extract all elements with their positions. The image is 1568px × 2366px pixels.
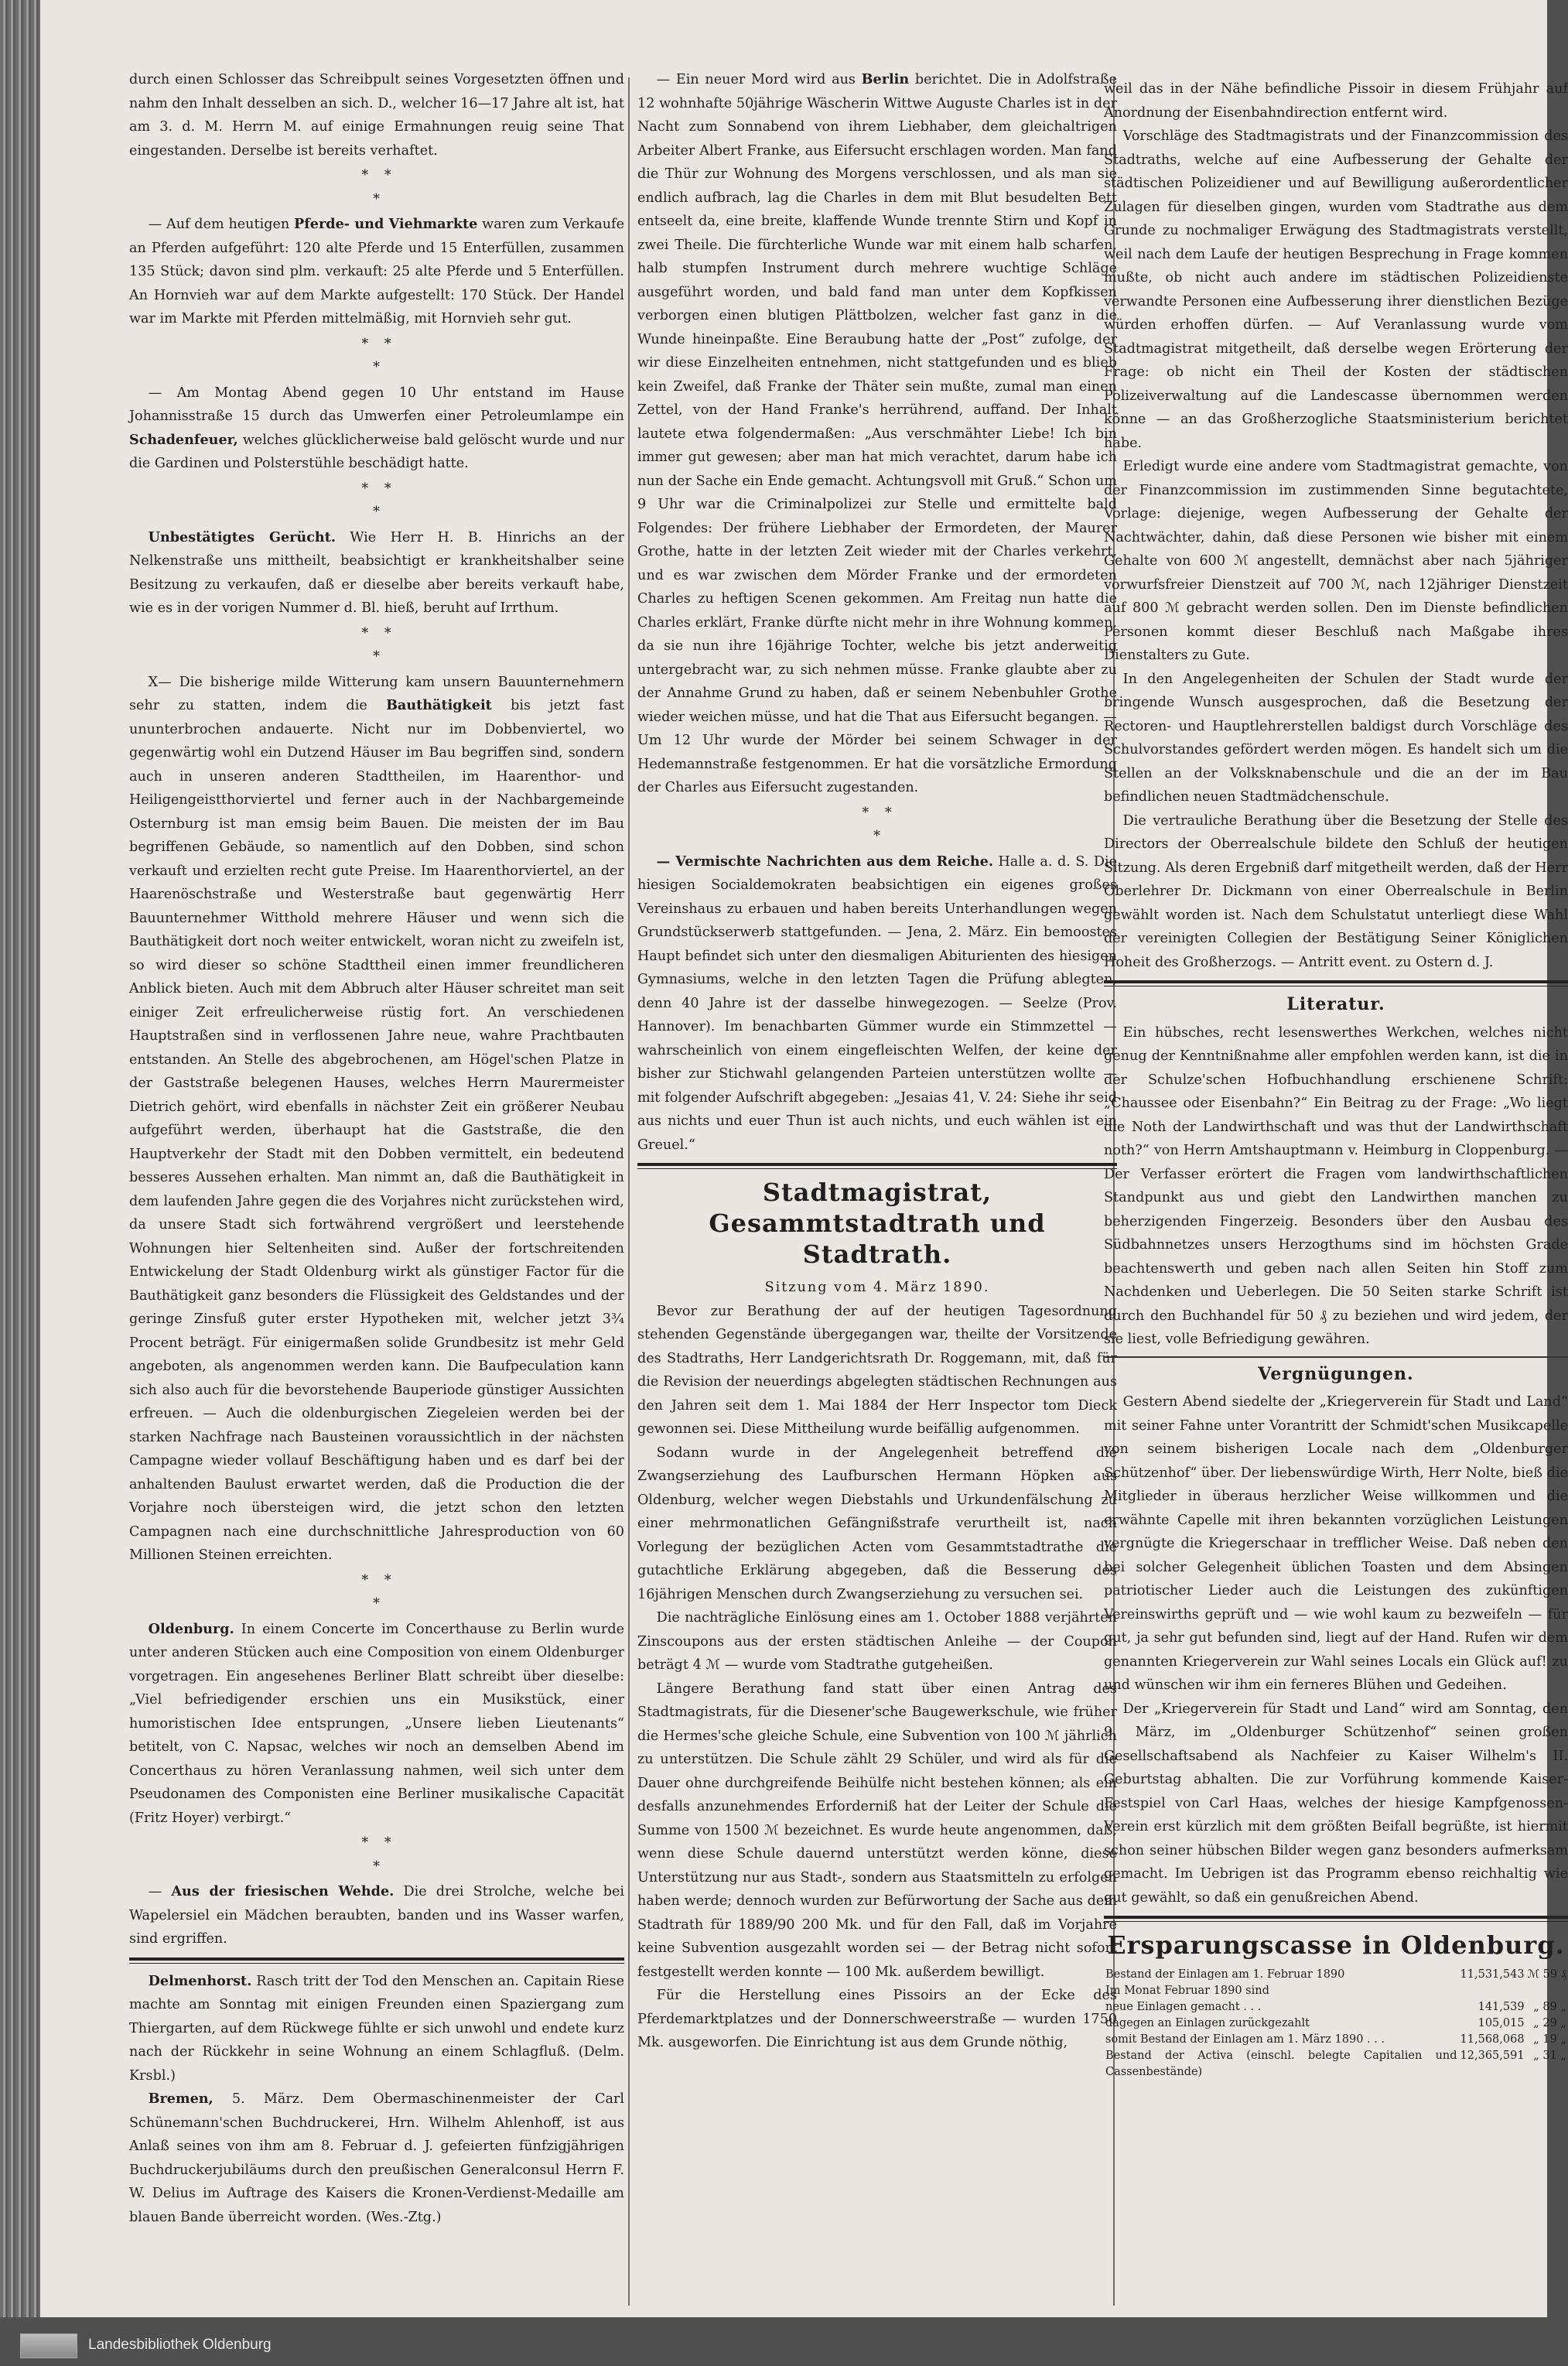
article-misc-news <box>637 850 1117 1157</box>
section-rule <box>637 1163 1117 1169</box>
ledger-unit: „ 29 „ <box>1533 2017 1566 2029</box>
separator-asterisks: * * * <box>361 168 392 207</box>
article-text: Erledigt wurde eine andere vom Stadtmagistrat gemachte, von der Finanzcommission im zustimmenden Sinne begutachtete, Vorlage: diejenige, wegen Aufbesserung der Gehalte der Nachtwächter, dahin, daß diese Personen wie bisher mit einem Gehalte von 600 ℳ angestellt, demnächst aber nach 5jähriger vorwurfsfreier Dienstzeit auf 700 ℳ, nach 12jähriger Dienstzeit auf 800 ℳ gebracht werden sollen. Den im Dienste befindlichen Personen kommt dieser Beschluß nach Maßgabe ihres Dienstalters zu Gute. <box>1104 459 1568 663</box>
ledger-label: neue Einlagen gemacht . . . <box>1105 2001 1262 2013</box>
ledger-row <box>1104 1983 1568 1999</box>
ledger-amount: 105,015 <box>1477 2017 1525 2029</box>
article-text: Vorschläge des Stadtmagistrats und der Finanzcommission des Stadtraths, welche auf eine Aufbesserung der Gehalte der städtischen Polizeidiener und auf Bewilligung außerordentlicher Zulagen für dieselben gingen, wurden vom Stadtrathe aus dem Grunde zu nochmaliger Erwägung des Stadtmagistrats verstellt, weil nach dem Laufe der heutigen Besprechung in Frage kommen mußte, ob nicht auch andere im städtischen Polizeidienste verwandte Personen eine Aufbesserung ihrer dienstlichen Bezüge würden erhoffen dürfen. — Auf Veranlassung wurde vom Stadtmagistrat mitgetheilt, daß derselbe wegen Erörterung der Frage: ob nicht ein Theil der Kosten der städtischen Polizeiverwaltung auf die Landescasse übernommen werden könne — an das Großherzogliche Staatsministerium berichtet habe. <box>1104 128 1568 451</box>
article-keyword: — Vermischte Nachrichten aus dem Reiche. <box>656 853 993 870</box>
column-left <box>129 68 624 2304</box>
session-date: Sitzung vom 4. März 1890. <box>764 1280 990 1295</box>
column-right <box>1104 77 1568 2313</box>
page-edge-strip <box>0 0 40 2317</box>
article-text: Wie Herr H. B. Hinrichs an der Nelkenstraße uns mittheilt, beabsichtigt er krankheitshalber seine Besitzung zu verkaufen, daß er dieselbe aber bereits verkauft habe, wie es in der vorigen Nummer d. Bl. hieß, beruht auf Irrthum. <box>129 529 624 616</box>
article-keyword: Aus der friesischen Wehde. <box>171 1883 395 1899</box>
article-lead: — Auf dem heutigen <box>148 217 294 232</box>
separator-asterisks: * * * <box>361 625 392 665</box>
article-text: Bevor zur Berathung der auf der heutigen Tagesordnung stehenden Gegenstände übergegangen war, theilte der Vorsitzende des Stadtraths, Herr Landgerichtsrath Dr. Roggemann, mit, daß für die Revision der neuerdings abgelegten städtischen Rechnungen aus den Jahren seit dem 1. Mai 1884 der Herr Inspector tom Dieck gewonnen sei. Diese Mittheilung wurde beifällig aufgenommen. <box>637 1303 1117 1437</box>
separator-asterisks: * * * <box>862 805 893 844</box>
ledger-row <box>1104 2016 1568 2032</box>
article-text: durch einen Schlosser das Schreibpult seines Vorgesetzten öffnen und nahm den Inhalt desselben an sich. D., welcher 16—17 Jahre alt ist, hat am 3. d. M. Herrn M. auf einige Ermahnungen reuig seine That eingestanden. Derselbe ist bereits verhaftet. <box>129 72 625 159</box>
article-keyword: Delmenhorst. <box>148 1972 252 1989</box>
article-lead: — Am Montag Abend gegen 10 Uhr entstand im Hause Johannisstraße 15 durch das Umwerfen einer Petroleumlampe ein <box>129 385 624 424</box>
footer-caption: Landesbibliothek Oldenburg <box>88 2337 272 2353</box>
article-text: Die vertrauliche Berathung über die Besetzung der Stelle des Directors der Oberrealschule bildete den Schluß der heutigen Sitzung. Als deren Ergebniß darf mitgetheilt werden, daß der Herr Oberlehrer Dr. Dickmann von einer Oberrealschule in Berlin gewählt worden ist. Nach dem Schulstatut unterliegt diese Wahl der vereinigten Collegien der Bestätigung Seiner Königlichen Hoheit des Großherzogs. — Antritt event. zu Ostern d. J. <box>1104 812 1568 970</box>
article-delmenhorst <box>129 1970 624 2088</box>
section-heading: Stadtmagistrat, Gesammtstadtrath und Stadtrath. <box>709 1178 1046 1269</box>
column-middle <box>637 68 1117 2304</box>
ledger-row <box>1104 1999 1568 2016</box>
library-building-icon <box>20 2334 77 2358</box>
section-heading: Vergnügungen. <box>1258 1363 1414 1384</box>
article-keyword: Pferde- und Viehmarkte <box>294 216 478 232</box>
article-text: Der „Kriegerverein für Stadt und Land“ wird am Sonntag, den 9. März, im „Oldenburger Schützenhof“ seinen großen Gesellschaftsabend als Nachfeier zu Kaiser Wilhelm's II. Geburtstag abhalten. Die zur Vorführung kommende Kaiser-Festspiel von Carl Haas, welches der hiesige Kampfgenossen-Verein erst kürzlich mit dem größten Beifall begrüßte, ist hiermit schon seiner hübschen Bilder wegen ganz besonders aufmerksam gemacht. Im Uebrigen ist das Programm ebenso reichhaltig wie gut gewählt, so daß ein genußreichen Abend. <box>1104 1701 1568 1906</box>
article-keyword: Bauthätigkeit <box>386 697 492 713</box>
article-keyword: Berlin <box>861 71 910 87</box>
article-fire <box>129 381 624 476</box>
ledger-unit: „ 19 „ <box>1533 2033 1566 2046</box>
ledger-label: Bestand der Activa (einschl. belegte Capitalien und Cassenbestände) <box>1105 2050 1457 2078</box>
ledger-unit: „ 31 „ <box>1533 2050 1566 2062</box>
article-text: 5. März. Dem Obermaschinenmeister der Carl Schünemann'schen Buchdruckerei, Hrn. Wilhelm Ahlenhoff, ist aus Anlaß seines von ihm am 8. Februar d. J. gefeierten fünfzigjährigen Buchdruckerjubiläums durch den preußischen Generalconsul Herrn F. W. Delius im Auftrage des Kaisers die Kronen-Verdienst-Medaille am blauen Bande überreicht worden. (Wes.-Ztg.) <box>129 2091 624 2225</box>
section-rule <box>1104 1916 1568 1922</box>
ledger-unit: „ 89 „ <box>1533 2001 1566 2013</box>
separator-asterisks: * * * <box>361 1835 392 1875</box>
section-heading: Ersparungscasse in Oldenburg. <box>1107 1930 1565 1960</box>
article-keyword: Oldenburg. <box>148 1620 234 1637</box>
article-text: Rasch tritt der Tod den Menschen an. Capitain Riese machte am Sonntag mit einigen Freunden einen Spaziergang zum Thiergarten, auf dem Rückwege fühlte er sich unwohl und endete kurz nach der Rückkehr in seine Wohnung an einem Schlagfluß. (Delm. Krsbl.) <box>129 1973 624 2084</box>
ledger-row <box>1104 2048 1568 2081</box>
article-text: In einem Concerte im Concerthause zu Berlin wurde unter anderen Stücken auch eine Composition von einem Oldenburger vorgetragen. Ein angesehenes Berliner Blatt schreibt über dieselbe: „Viel befriedigender erschien uns ein Musikstück, einer humoristischen Idee entsprungen, „Unsere lieben Lieutenants“ betitelt, von C. Napsac, welches wir noch an demselben Abend im Concerthaus zu hören Veranlassung nahmen, weil sich unter dem Pseudonamen des Componisten eine Berliner musikalische Capacität (Fritz Hoyer) verbirgt.“ <box>129 1621 624 1826</box>
article-text: Ein hübsches, recht lesenswerthes Werkchen, welches nicht genug der Kenntnißnahme aller empfohlen werden kann, ist die in der Schulze'schen Hofbuchhandlung erschienene Schrift: „Chaussee oder Eisenbahn?“ Ein Beitrag zu der Frage: „Wo liegt die Noth der Landwirthschaft und was thut der Landwirthschaft noth?“ von Herrn Amtshauptmann v. Heimburg in Cloppenburg. — Der Verfasser erörtert die Fragen vom landwirthschaftlichen Standpunkt aus und giebt den Landwirthen manchen zu beherzigenden Fingerzeig. Besonders über den Ausbau des Südbahnnetzes unsers Herzogthums sind im höchsten Grade beachtenswerth und geben nach allen Seiten hin Stoff zum Nachdenken und Ueberlegen. Die 50 Seiten starke Schrift ist durch den Buchhandel für 50 ₰ zu beziehen und wird jedem, der sie liest, volle Befriedigung gewähren. <box>1104 1024 1568 1347</box>
article-text: In den Angelegenheiten der Schulen der Stadt wurde der bringende Wunsch ausgesprochen, daß die Besetzung der Rectoren- und Hauptlehrerstellen baldigst durch Vorschläge des Schulvorstandes gefördert werden mögen. Es handelt sich um die Stellen an der Volksknabenschule und die an der im Bau befindlichen neuen Stadtmädchenschule. <box>1104 671 1568 805</box>
article-text: Halle a. d. S. Die hiesigen Socialdemokraten beabsichtigen ein eigenes großes Vereinshaus zu erbauen und haben bereits Unterhandlungen wegen Grundstückserwerb stattgefunden. — Jena, 2. März. Ein bemoostes Haupt befindet sich unter den diesmaligen Abiturienten des hiesigen Gymnasiums, welche in den letzten Tagen die Prüfung ablegten, denn 40 Jahre ist der dasselbe hinwegezogen. — Seelze (Prov. Hannover). Im benachbarten Gümmer wurde ein Stimmzettel — wahrscheinlich von einem eingefleischten Welfen, der keine der bisher zur Stichwahl gelangenden Parteien unterstützen wollte — mit folgender Aufschrift abgegeben: „Jesaias 41, V. 24: Siehe ihr seid aus nichts und euer Thun ist auch nichts, und euch wählen ist ein Greuel.“ <box>637 853 1117 1153</box>
article-text: Für die Herstellung eines Pissoirs an der Ecke des Pferdemarktplatzes und der Donnerschweerstraße — wurden 1750 Mk. ausgeworfen. Die Einrichtung ist aus dem Grunde nöthig, <box>637 1988 1117 2050</box>
column-rule <box>628 77 630 2306</box>
section-rule <box>1104 980 1568 986</box>
article-lead: — Ein neuer Mord wird aus <box>656 72 862 87</box>
article-construction <box>129 671 624 1568</box>
article-lead: X— Die bisherige milde Witterung kam unsern Bauunternehmern sehr zu statten, indem die <box>129 674 624 713</box>
article-keyword: Bremen, <box>148 2091 214 2107</box>
ledger-amount: 141,539 <box>1477 2001 1525 2013</box>
ledger-label: Im Monat Februar 1890 sind <box>1105 1985 1269 1997</box>
article-text: Gestern Abend siedelte der „Kriegerverein für Stadt und Land“ mit seiner Fahne unter Vorantritt der Schmidt'schen Musikcapelle von seinem bisherigen Locale nach dem „Oldenburger Schützenhof“ über. Der liebenswürdige Wirth, Herr Nolte, bieß die Mitglieder in überaus herzlicher Weise willkommen und die erwähnte Capelle mit ihren bekannten vorzüglichen Leistungen vergnügte die Kriegerschaar in trefflicher Weise. Daß neben den bei solcher Gelegenheit üblichen Toasten und dem Absingen patriotischer Lieder auch die Leistungen des zukünftigen Vereinswirths geprüft und — wie wohl kaum zu bezweifeln — für gut, ja sehr gut befunden sind, liegt auf der Hand. Rufen wir dem genannten Kriegerverein zur Wahl seines Locals ein Glück auf! zu und wünschen wir ihm ein ferneres Blühen und Gedeihen. <box>1104 1394 1568 1693</box>
article-text: waren zum Verkaufe an Pferden aufgeführt: 120 alte Pferde und 15 Enterfüllen, zusammen 135 Stück; davon sind plm. verkauft: 25 alte Pferde und 5 Enterfüllen. An Hornvieh war auf dem Markte aufgestellt: 170 Stück. Der Handel war im Markte mit Pferden mittelmäßig, mit Hornvieh sehr gut. <box>129 217 624 327</box>
ledger-label: dagegen an Einlagen zurückgezahlt <box>1105 2017 1310 2029</box>
ledger-amount <box>1459 1983 1526 1999</box>
article-text: Die drei Strolche, welche bei Wapelersiel ein Mädchen beraubten, banden und ins Wasser warfen, sind ergriffen. <box>129 1884 624 1947</box>
ledger-amount: 11,531,543 <box>1460 1968 1525 1981</box>
ledger-amount: 11,568,068 <box>1460 2033 1525 2046</box>
section-rule <box>129 1957 624 1964</box>
ledger-unit <box>1526 1983 1568 1999</box>
ledger-amount: 12,365,591 <box>1460 2050 1525 2062</box>
ledger-row <box>1104 2032 1568 2048</box>
separator-asterisks: * * * <box>361 1572 392 1612</box>
article-text: welches glücklicherweise bald gelöscht wurde und nur die Gardinen und Polsterstühle beschädigt hatte. <box>129 432 624 471</box>
article-bremen <box>129 2087 624 2229</box>
article-lead: — <box>148 1884 172 1899</box>
article-market <box>129 213 624 331</box>
newspaper-page <box>40 0 1568 2317</box>
ledger-label: somit Bestand der Einlagen am 1. März 1890 . . . <box>1105 2033 1385 2046</box>
savings-ledger <box>1104 1967 1568 2081</box>
section-heading: Literatur. <box>1286 994 1385 1014</box>
article-text: Die nachträgliche Einlösung eines am 1. October 1888 verjährten Zinscoupons aus der ersten städtischen Anleihe — der Coupon beträgt 4 ℳ — wurde vom Stadtrathe gutgeheißen. <box>637 1610 1117 1673</box>
article-text: berichtet. Die in Adolfstraße 12 wohnhafte 50jährige Wäscherin Wittwe Auguste Charles ist in der Nacht zum Sonnabend von ihrem Liebhaber, dem gleichaltrigen Arbeiter Albert Franke, aus Eifersucht erschlagen worden. Man fand die Thür zur Wohnung des Morgens verschlossen, und als man sie endlich aufbrach, lag die Charles in dem mit Blut besudelten Bett entseelt da, eine breite, klaffende Wunde trennte Stirn und Kopf in zwei Theile. Die fürchterliche Wunde war mit einem halb scharfen, halb stumpfen Instrument durch mehrere wuchtige Schläge ausgeführt worden, und bald fand man unter dem Kopfkissen verborgen einen blutigen Plättbolzen, welcher fast ganz in die Wunde hineinpaßte. Eine Beraubung hatte der „Post“ zufolge, der wir diese Einzelheiten entnehmen, nicht stattgefunden und es blieb kein Zweifel, daß Franke der Thäter sein mußte, zumal man einen Zettel, von der Hand Franke's herrührend, auffand. Der Inhalt lautete etwa folgendermaßen: „Aus verschmähter Liebe! Ich bin immer gut gewesen; aber man hat mich verachtet, darum habe ich nun der Sache ein Ende gemacht. Achtungsvoll mit Gruß.“ Schon um 9 Uhr war die Criminalpolizei zur Stelle und ermittelte bald Folgendes: Der frühere Liebhaber der Ermordeten, der Maurer Grothe, hatte in der letzten Zeit wieder mit der Charles verkehrt, und es war zwischen dem Mörder Franke und der ermordeten Charles zu heftigen Scenen gekommen. Am Freitag nun hatte die Charles erklärt, Franke dürfte nicht mehr in ihre Wohnung kommen, da sie nun ihre 16jährige Tochter, welche bis jetzt anderweitig untergebracht war, zu sich nehmen müsse. Franke glaubte aber zu der Annahme Grund zu haben, daß er seinem Nebenbuhler Grothe wieder weichen müsse, und hat die That aus Eifersucht begangen. — Um 12 Uhr wurde der Mörder bei seinem Schwager in der Hedemannstraße festgenommen. Er hat die vorsätzliche Ermordung der Charles aus Eifersucht zugestanden. <box>637 72 1117 795</box>
article-murder <box>637 68 1117 800</box>
article-text: bis jetzt fast ununterbrochen andauerte. Nicht nur im Dobbenviertel, wo gegenwärtig wohl ein Dutzend Häuser im Bau begriffen sind, sondern auch in unseren anderen Stadttheilen, im Haarenthor- und Heiligengeistthorviertel und ferner auch in der Nachbargemeinde Osternburg ist man emsig beim Bauen. Die meisten der im Bau begriffenen Gebäude, so namentlich auf den Dobben, sind schon verkauft und erzielten recht gute Preise. Im Haarenthorviertel, an der Haarenöschstraße und Westerstraße baut gegenwärtig Herr Bauunternehmer Witthold mehrere Häuser und wenn sich die Bauthätigkeit dort noch weiter entwickelt, woran nicht zu zweifeln ist, so wird dieser so schöne Stadttheil einen immer freundlicheren Anblick bieten. Auch mit dem Abbruch alter Häuser schreitet man seit einiger Zeit erfreulicherweise rüstig fort. An verschiedenen Hauptstraßen sind in verflossenen Jahre neue, wahre Prachtbauten entstanden. An Stelle des abgebrochenen, am Högel'schen Platze in der Gaststraße belegenen Hauses, welches Herrn Maurermeister Dietrich gehört, wird ebenfalls in nächster Zeit ein größerer Neubau aufgeführt werden, überhaupt hat die Gaststraße, die den Hauptverkehr der Stadt mit den Dobben vermittelt, ein bedeutend besseres Aussehen erhalten. Man nimmt an, daß die Bauthätigkeit in dem laufenden Jahre gegen die des Vorjahres nicht zurückstehen wird, da unsere Stadt sich fortwährend vergrößert und leerstehende Wohnungen hier Seltenheiten sind. Außer der fortschreitenden Entwickelung der Stadt Oldenburg wirkt als günstiger Factor für die Bauthätigkeit ganz besonders die Flüssigkeit des Geldstandes und der geringe Zinsfuß guter erster Hypotheken mit, welcher jetzt 3¾ Procent beträgt. Für einigermaßen solide Grundbesitz ist mehr Geld angeboten, als angenommen werden kann. Die Baufpeculation kann sich also auch für die bevorstehende Bauperiode günstiger Aussichten erfreuen. — Auch die oldenburgischen Ziegeleien werden bei der starken Nachfrage nach Bausteinen voraussichtlich in der nächsten Campagne wieder vollauf Beschäftigung haben und es darf bei der anhaltenden Baulust erwartet werden, daß die Production die der Vorjahre noch übersteigen wird, die jetzt schon den letzten Campagnen nach eine durchschnittliche Jahresproduction von 60 Millionen Steinen erreichten. <box>129 698 624 1563</box>
article-oldenburg <box>129 1618 624 1831</box>
ledger-unit: ℳ 59 ₰ <box>1527 1968 1566 1981</box>
article-keyword: Unbestätigtes Gerücht. <box>148 528 336 545</box>
ledger-row <box>1104 1967 1568 1983</box>
separator-asterisks: * * * <box>361 480 392 520</box>
article-wehde <box>129 1880 624 1951</box>
article-text: Sodann wurde in der Angelegenheit betreffend die Zwangserziehung des Laufburschen Hermann Höpken aus Oldenburg, welcher wegen Diebstahls und Urkundenfälschung zu einer mehrmonatlichen Gefängnißstrafe verurtheilt ist, nach Vorlegung der bezüglichen Acten vom Gesammtstadtrathe die gutachtliche Erklärung abgegeben, daß die Besserung des 16jährigen Menschen durch Zwangserziehung zu versuchen sei. <box>637 1445 1117 1602</box>
section-rule <box>1104 1356 1568 1358</box>
article-keyword: Schadenfeuer, <box>129 431 238 448</box>
separator-asterisks: * * * <box>361 336 392 375</box>
ledger-label: Bestand der Einlagen am 1. Februar 1890 <box>1105 1968 1345 1981</box>
article-text: weil das in der Nähe befindliche Pissoir in diesem Frühjahr auf Anordnung der Eisenbahndirection entfernt wird. <box>1104 81 1568 121</box>
article-rumour <box>129 526 624 621</box>
article-text: Längere Berathung fand statt über einen Antrag des Stadtmagistrats, für die Diesener'sche Baugewerkschule, wie früher die Hermes'sche gleiche Schule, eine Subvention von 100 ℳ jährlich zu unterstützen. Die Schule zählt 29 Schüler, und wird als für die Dauer ohne durchgreifende Beihülfe nicht bestehen können; als ein desfalls anzunehmendes Erforderniß hat der Leiter der Schule die Summe von 1500 ℳ bezeichnet. Es wurde heute angenommen, daß, wenn diese Schule dauernd unterstützt werden könne, diese Unterstützung nur aus Stadt-, sondern aus Staatsmitteln zu erfolgen haben werde; dennoch wurden zur Befürwortung der Sache aus dem Stadtrath für 1889/90 200 Mk. und für den Fall, daß im Vorjahre keine Subvention ausgezahlt worden sei — der Betrag nicht sofort festgestellt werden konnte — 100 Mk. außerdem bewilligt. <box>637 1680 1117 1980</box>
